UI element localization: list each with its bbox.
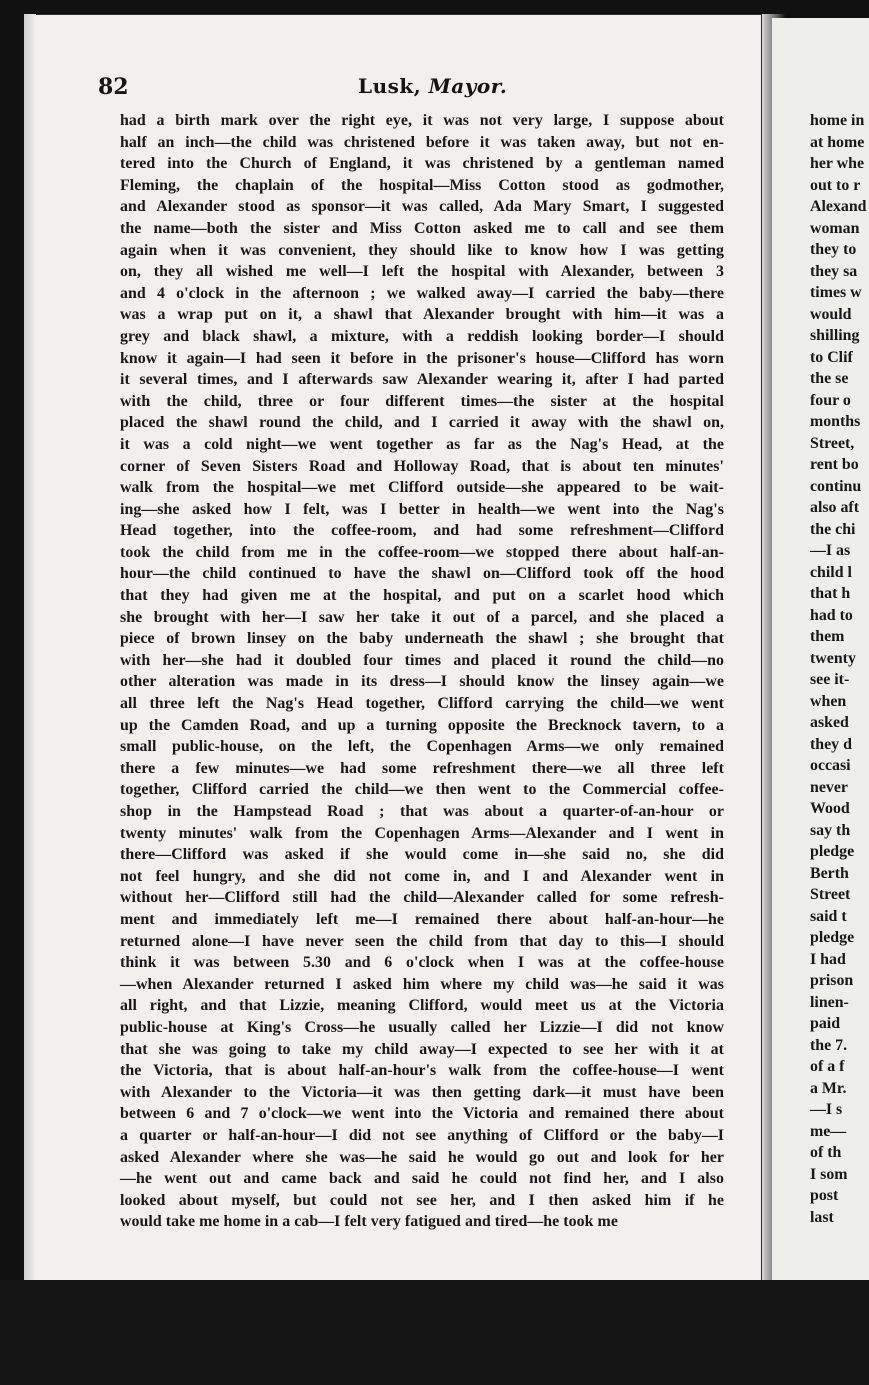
text-line: placed the shawl round the child, and I carried it away with the shawl on, [120, 414, 724, 432]
right-text-fragment: woman [810, 219, 860, 237]
text-line: ment and immediately left me—I remained there about half-an-hour—he [120, 910, 724, 928]
right-text-fragment: linen- [810, 993, 849, 1011]
text-line: between 6 and 7 o'clock—we went into the Victoria and remained there about [120, 1105, 724, 1123]
text-line: was a wrap put on it, a shawl that Alexander brought with him—it was a [120, 306, 724, 324]
right-text-fragment: post [810, 1187, 839, 1204]
right-text-fragment: four o [810, 391, 851, 409]
text-line: corner of Seven Sisters Road and Holloway Road, that is about ten minutes' [120, 457, 724, 475]
text-line: think it was between 5.30 and 6 o'clock when I was at the coffee-house [120, 954, 724, 972]
text-line: up the Camden Road, and up a turning opposite the Brecknock tavern, to a [120, 716, 724, 734]
right-text-fragment: paid [810, 1015, 841, 1032]
running-title-office: Mayor. [428, 74, 508, 98]
right-text-fragment: also aft [810, 499, 859, 516]
right-text-fragment: Berth [810, 864, 849, 882]
right-text-fragment: months [810, 413, 861, 430]
text-line: there a few minutes—we had some refreshment there—we all three left [120, 759, 724, 777]
right-text-fragment: Alexand [810, 198, 867, 215]
right-text-fragment: they to [810, 241, 857, 258]
text-line: that they had given me at the hospital, and put on a scarlet hood which [120, 587, 724, 605]
right-text-fragment: last [810, 1208, 834, 1226]
right-text-fragment: shilling [810, 327, 860, 344]
text-line: Head together, into the coffee-room, and had some refreshment—Clifford [120, 522, 724, 540]
right-text-fragment: the chi [810, 520, 856, 538]
right-text-fragment: continu [810, 477, 862, 495]
right-text-fragment: child l [810, 563, 852, 581]
text-line: there—Clifford was asked if she would come in—she said no, she did [120, 846, 724, 864]
text-line: asked Alexander where she was—he said he would go out and look for her [120, 1148, 724, 1166]
right-text-fragment: —I as [810, 542, 851, 559]
right-text-fragment: when [810, 692, 847, 710]
page-header [98, 74, 708, 104]
text-line: it several times, and I afterwards saw Alexander wearing it, after I had parted [120, 371, 724, 389]
right-text-fragment: at home [810, 133, 865, 151]
right-text-fragment: pledge [810, 843, 855, 860]
text-line: twenty minutes' walk from the Copenhagen Arms—Alexander and I went in [120, 824, 724, 842]
text-line: with the child, three or four different times—the sister at the hospital [120, 392, 724, 410]
text-line: know it again—I had seen it before in the prisoner's house—Clifford has worn [120, 349, 724, 367]
right-text-fragment: the 7. [810, 1036, 848, 1054]
text-line: on, they all wished me well—I left the hospital with Alexander, between 3 [120, 263, 724, 281]
text-line: she brought with her—I saw her take it out of a parcel, and she placed a [120, 608, 724, 626]
right-text-fragment: never [810, 778, 848, 796]
text-line: small public-house, on the left, the Copenhagen Arms—we only remained [120, 738, 724, 756]
text-line: and 4 o'clock in the afternoon ; we walked away—I carried the baby—there [120, 284, 724, 302]
testimony-text [120, 110, 724, 1233]
right-page [772, 18, 869, 1280]
text-line: it was a cold night—we went together as far as the Nag's Head, at the [120, 435, 724, 453]
right-text-fragment: prison [810, 972, 854, 989]
text-line: and Alexander stood as sponsor—it was called, Ada Mary Smart, I suggested [120, 198, 724, 216]
text-line: —when Alexander returned I asked him where my child was—he said it was [120, 975, 724, 993]
scan-bottom-margin [0, 1280, 869, 1385]
right-text-fragment: asked [810, 714, 849, 731]
right-text-fragment: they sa [810, 262, 858, 280]
text-line: shop in the Hampstead Road ; that was about a quarter-of-an-hour or [120, 803, 724, 820]
right-text-fragment: say th [810, 821, 851, 839]
text-line: all right, and that Lizzie, meaning Clifford, would meet us at the Victoria [120, 997, 724, 1015]
right-text-fragment: to Clif [810, 348, 853, 366]
text-line: with Alexander to the Victoria—it was then getting dark—it must have been [120, 1083, 724, 1101]
text-line: other alteration was made in its dress—I should know the linsey again—we [120, 673, 724, 691]
running-title-name: Lusk, [358, 74, 422, 98]
text-line: piece of brown linsey on the baby underneath the shawl ; she brought that [120, 630, 724, 648]
right-text-fragment: said t [810, 907, 847, 925]
text-line: had a birth mark over the right eye, it was not very large, I suppose about [120, 112, 724, 129]
running-title [358, 74, 507, 98]
text-line: —he went out and came back and said he could not find her, and I also [120, 1170, 724, 1188]
right-text-fragment: see it- [810, 671, 850, 688]
text-line: again when it was convenient, they should like to know how I was getting [120, 241, 724, 259]
right-text-fragment: of th [810, 1144, 842, 1161]
text-line: not feel hungry, and she did not come in, and I and Alexander went in [120, 867, 724, 885]
text-line: the name—both the sister and Miss Cotton asked me to call and see them [120, 219, 724, 237]
text-line: that she was going to take my child away—I expected to see her with it at [120, 1040, 724, 1058]
right-text-fragment: her whe [810, 155, 864, 172]
right-text-fragment: times w [810, 284, 862, 301]
page-number: 82 [98, 74, 129, 100]
right-text-fragment: rent bo [810, 456, 859, 473]
right-text-fragment: Street, [810, 434, 855, 452]
text-line: tered into the Church of England, it was christened by a gentleman named [120, 155, 724, 173]
text-line: hour—the child continued to have the shawl on—Clifford took off the hood [120, 565, 724, 583]
right-text-fragment: they d [810, 735, 852, 753]
text-line: all three left the Nag's Head together, Clifford carrying the child—we went [120, 695, 724, 713]
text-line: walk from the hospital—we met Clifford outside—she appeared to be wait- [120, 479, 724, 497]
right-text-fragment: of a f [810, 1058, 845, 1075]
right-text-fragment: would [810, 305, 852, 323]
right-text-fragment: the se [810, 370, 849, 387]
right-text-fragment: twenty [810, 649, 856, 667]
right-page-text [810, 110, 869, 1228]
right-text-fragment: out to r [810, 176, 861, 194]
right-text-fragment: I had [810, 950, 846, 968]
text-line: returned alone—I have never seen the child from that day to this—I should [120, 932, 724, 950]
text-line: a quarter or half-an-hour—I did not see anything of Clifford or the baby—I [120, 1126, 724, 1144]
right-text-fragment: a Mr. [810, 1079, 847, 1097]
text-line: grey and black shawl, a mixture, with a reddish looking border—I should [120, 327, 724, 345]
right-text-fragment: I som [810, 1165, 848, 1183]
text-line: took the child from me in the coffee-room—we stopped there about half-an- [120, 543, 724, 561]
right-text-fragment: me— [810, 1122, 847, 1140]
page-edge-shadow [24, 14, 36, 1282]
right-text-fragment: —I s [810, 1101, 843, 1118]
text-line: public-house at King's Cross—he usually called her Lizzie—I did not know [120, 1018, 724, 1036]
text-line: together, Clifford carried the child—we then went to the Commercial coffee- [120, 781, 724, 799]
right-text-fragment: Wood [810, 800, 850, 817]
right-text-fragment: occasi [810, 757, 851, 774]
text-line: looked about myself, but could not see her, and I then asked him if he [120, 1191, 724, 1209]
right-text-fragment: pledge [810, 929, 855, 946]
text-line: without her—Clifford still had the child—Alexander called for some refresh- [120, 889, 724, 907]
right-text-fragment: them [810, 628, 845, 645]
text-line: ing—she asked how I felt, was I better in health—we went into the Nag's [120, 500, 724, 518]
text-line: Fleming, the chaplain of the hospital—Miss Cotton stood as godmother, [120, 176, 724, 194]
right-text-fragment: had to [810, 606, 853, 624]
right-text-fragment: Street [810, 886, 851, 903]
text-line: half an inch—the child was christened before it was taken away, but not en- [120, 133, 724, 151]
right-text-fragment: that h [810, 585, 851, 602]
text-line: would take me home in a cab—I felt very fatigued and tired—he took me [120, 1213, 618, 1231]
right-text-fragment: home in [810, 112, 865, 129]
text-line: the Victoria, that is about half-an-hour's walk from the coffee-house—I went [120, 1062, 724, 1080]
text-line: with her—she had it doubled four times and placed it round the child—no [120, 651, 724, 669]
